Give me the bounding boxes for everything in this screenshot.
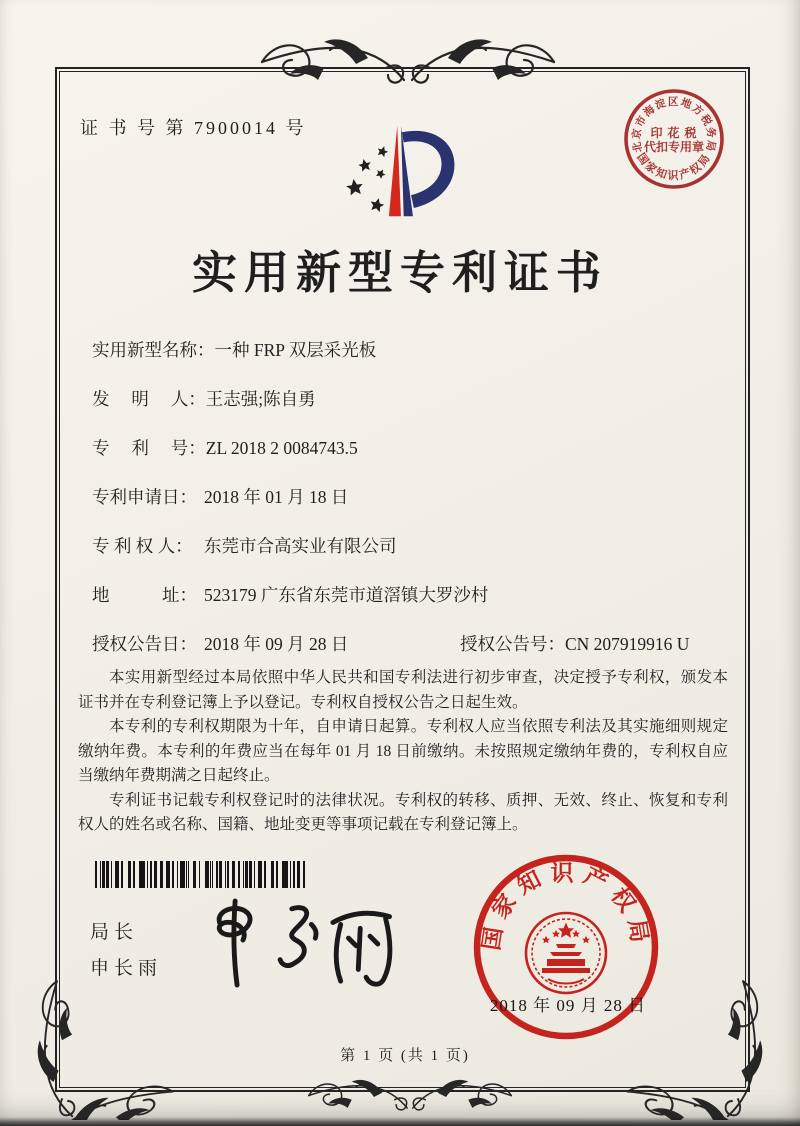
- field-label: 授权公告号：: [460, 634, 565, 654]
- tax-stamp-bottom-arc-text: 国家知识产权局: [634, 151, 714, 183]
- legal-paragraph-3: 专利证书记载专利权登记时的法律状况。专利权的转移、质押、无效、终止、恢复和专利权人的姓名或名称、国籍、地址变更等事项记载在专利登记簿上。: [78, 791, 728, 833]
- logo-red-wedge: [389, 126, 401, 216]
- field-label: 地 址：: [92, 585, 197, 605]
- field-patentee: [92, 533, 730, 555]
- field-value: 523179 广东省东莞市道滘镇大罗沙村: [204, 585, 489, 605]
- certificate-number: 证 书 号 第 7900014 号: [80, 118, 307, 138]
- logo-stars: [345, 145, 389, 213]
- page-footer: 第 1 页 (共 1 页): [340, 1048, 470, 1064]
- field-label: 发 明 人：: [92, 389, 206, 409]
- field-list: [92, 337, 730, 680]
- field-value: 2018 年 01 月 18 日: [204, 487, 349, 507]
- field-label: 实用新型名称：: [92, 340, 215, 360]
- seal-agency-text: 国家知识产权局: [478, 860, 654, 953]
- field-label: 专利申请日：: [92, 487, 197, 507]
- field-inventors: [92, 386, 730, 408]
- field-value: 王志强;陈自勇: [205, 389, 316, 409]
- field-filing-date: [92, 484, 730, 506]
- top-center-flourish-ornament: [258, 26, 558, 106]
- tax-stamp-line2: 代扣专用章: [643, 140, 705, 154]
- stamp-tax-seal: [621, 86, 727, 192]
- director-signature: [198, 893, 413, 995]
- tax-stamp-top-arc-text: 北京市海淀区地方税务局: [631, 96, 717, 154]
- cnipa-logo-graphic: [340, 114, 460, 230]
- tax-stamp-line1: 印 花 税: [650, 126, 698, 140]
- officer-block: [90, 915, 162, 987]
- field-value: CN 207919916 U: [565, 634, 690, 654]
- field-value: 一种 FRP 双层采光板: [214, 340, 377, 360]
- seal-date: 2018 年 09 月 28 日: [489, 996, 647, 1015]
- certificate-title: 实用新型专利证书: [191, 248, 608, 298]
- scan-edge-shadow: [0, 1117, 800, 1126]
- field-utility-model-name: [92, 337, 730, 359]
- field-value: 东莞市合高实业有限公司: [204, 536, 397, 556]
- cnipa-logo: [340, 114, 460, 230]
- field-value: ZL 2018 2 0084743.5: [205, 438, 358, 458]
- field-address: [92, 582, 730, 604]
- field-grant-date: [92, 631, 730, 653]
- legal-text: [78, 666, 728, 838]
- national-emblem: [526, 913, 606, 993]
- field-value: 2018 年 09 月 28 日: [204, 634, 349, 654]
- officer-name: 申长雨: [90, 958, 163, 979]
- officer-title: 局长: [90, 922, 139, 943]
- legal-paragraph-2: 本专利的专利权期限为十年，自申请日起算。专利权人应当依照专利法及其实施细则规定缴纳年费。本专利的年费应当在每年 01 月 18 日前缴纳。未按照规定缴纳年费的，专利权自应当缴纳年费期满之日起终止。: [78, 718, 728, 784]
- field-patent-number: [92, 435, 730, 457]
- field-label: 专 利 权 人：: [92, 536, 193, 556]
- field-grant-number: [460, 631, 689, 656]
- legal-paragraph-1: 本实用新型经过本局依照中华人民共和国专利法进行初步审查，决定授予专利权，颁发本证书并在专利登记簿上予以登记。专利权自授权公告之日起生效。: [78, 669, 728, 711]
- barcode: [95, 861, 305, 888]
- field-label: 专 利 号：: [92, 438, 206, 458]
- field-label: 授权公告日：: [92, 634, 197, 654]
